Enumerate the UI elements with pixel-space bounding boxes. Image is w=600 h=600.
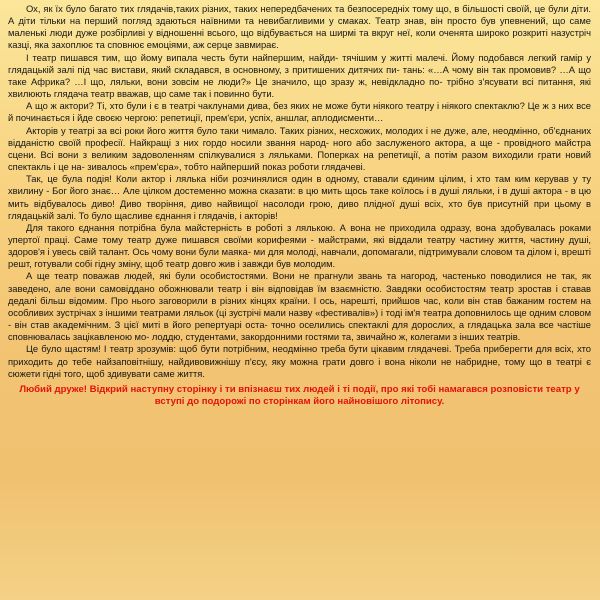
paragraph-8: Це було щастям! І театр зрозумів: щоб бути потрібним, неодмінно треба бути цікавим глядачеві. Треба приберегти для всіх, хто приходить до тебе найзаповітнішу, найдивовижнішу п'єсу, яку можна грати довго і вона ніколи не набридне, тому що в театрі є сюжети гідні того, щоб здивувати саме життя.	[8, 343, 591, 379]
article-body	[8, 3, 591, 380]
paragraph-4: Акторів у театрі за всі роки його життя було таки чимало. Таких різних, несхожих, молодих і не дуже, але, неодмінно, об'єднаних відданістю своїй професії. Найкращі з них гордо носили звання народ- ного або заслуженого актора, а ще - провідного майстра сцени. Всі вони з великим задоволенням спілкувалися з ляльками. Поперках на репетиції, а потім разом виходили грати новий спектакль і це на- зивалось «прем'єра», тобто найперший показ роботи глядачеві.	[8, 124, 591, 173]
paragraph-7: А ще театр поважав людей, які були особистостями. Вони не прагнули звань та нагород, частенько поводилися не так, як заведено, але вони самовіддано обожнювали театр і він відповідав їм взаємністю. Завдяки особистостям театр зростав і ставав дедалі більш відомим. Про нього заговорили в різних кінцях країни. І ось, нарешті, прийшов час, коли він став бажаним гостем на особливих зустрічах з іншими театрами ляльок (ці зустрічі мали назву «фестивалів») і тоді ім'я театра доповнилось ще одним словом - він став академічним. З цієї миті в його репертуарі оста- точно оселились спектаклі для дорослих, а глядацька зала все частіше сповнювалась зацікавленою мо- лоддю, студентами, закордонними гостями та, звичайно ж, колегами з інших театрів.	[8, 270, 591, 343]
paragraph-1: Ох, як їх було багато тих глядачів,таких різних, таких непередбачених та безпосередніх тому що, в більшості своїй, це були діти. А діти тільки на перший погляд здаються наївними та невибагливими у смаках. Театр знав, він просто був упевнений, що саме маленькі люди дуже розбірливі у відношенні всього, що відбувається на ширмі та вкруг неї, коли оченята широко розкриті назустріч казці, яка захоплює та сповнює емоціями, аж серце завмирає.	[8, 3, 591, 51]
paragraph-5: Так, це була подія! Коли актор і лялька ніби розчинялися один в одному, ставали єдиним цілим, і хто там ким керував у ту хвилину - Бог його знає… Але цілком достеменно можна сказати: в цю мить щось таке коїлось і в душі ляльки, і в душі актора - в цю мить відбувалось диво! Диво творіння, диво найвищої насолоди грою, диво плідної душі всіх, хто був присутній при цьому в глядацькій залі. То було щасливе єднання і глядачів, і акторів!	[8, 173, 591, 221]
paragraph-6: Для такого єднання потрібна була майстерність в роботі з лялькою. А вона не приходила одразу, вона здобувалась роками упертої праці. Саме тому театр дуже пишався своїми корифеями - майстрами, які віддали театру частину життя, частину душі, здоров'я і увесь свій талант. Ось чому вони були маяка- ми для молоді, навчали, допомагали, підтримували словом та ділом і, врешті решт, готували собі гідну зміну, щоб театр довго жив і завжди був молодим.	[8, 221, 591, 270]
paragraph-3: А що ж актори? Ті, хто були і є в театрі чаклунами дива, без яких не може бути ніякого театру і ніякого спектаклю? Це ж з них все й починається і йде своєю чергою: репетиції, прем'єри, успіх, аншлаг, аплодисменти…	[8, 100, 591, 124]
paragraph-2: І театр пишався тим, що йому випала честь бути найпершим, найди- тячішим у житті малечі. Йому подобався легкий гамір у глядацькій залі під час вистави, який складався, в основному, з притишених дитячих пи- тань: «…А чому він так промовив? …А що таке Африка? …І що, ляльки, вони зовсім не люди?» Це значило, що зразу ж, невідкладно по- трібно з'ясувати всі питання, які хвилюють глядача театр вважав, що саме так і повинно бути.	[8, 51, 591, 100]
footer-invitation: Любий друже! Відкрий наступну сторінку і ти впізнаєш тих людей і ті події, про які тобі намагався розповісти театр у вступі до подорожі по сторінкам його найновішого літопису.	[19, 383, 580, 408]
